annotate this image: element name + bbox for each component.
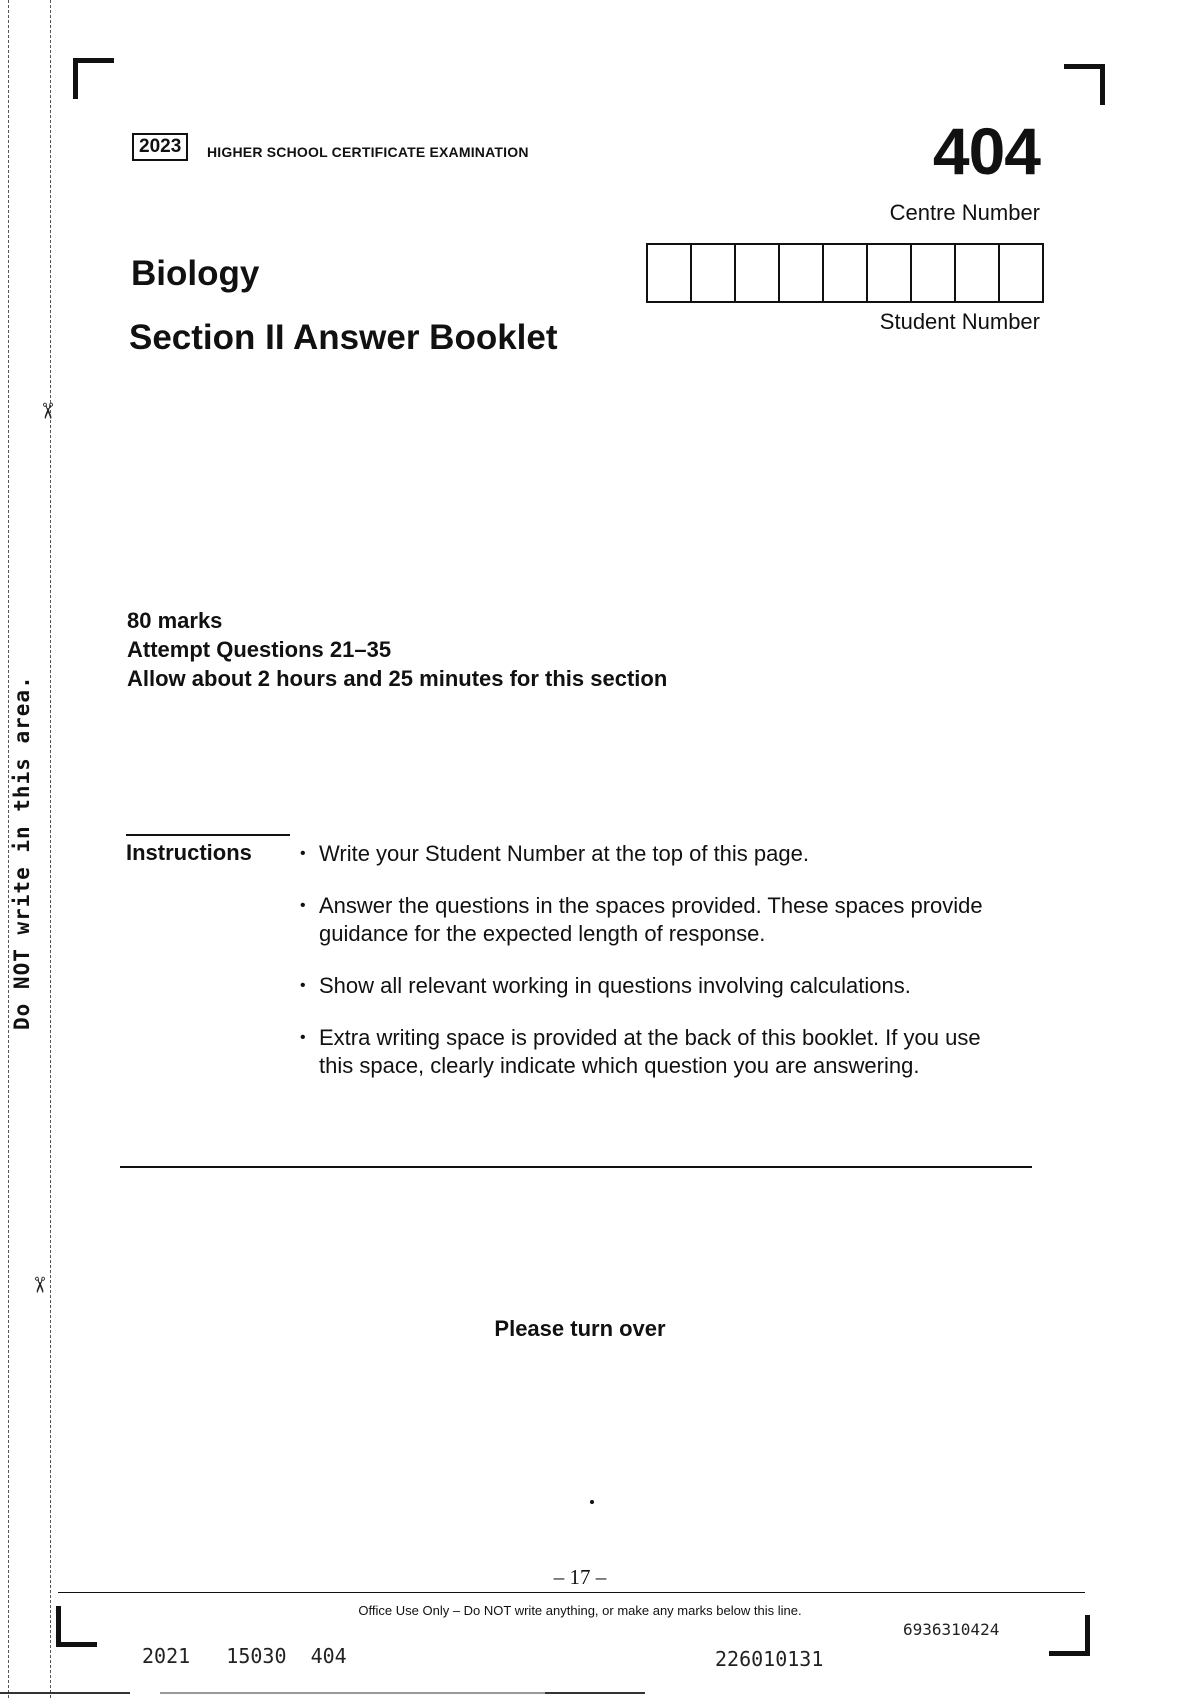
instruction-item: • Answer the questions in the spaces provided. These spaces provide guidance for the expected length of response. <box>300 892 1000 948</box>
student-number-digit[interactable] <box>1000 245 1042 301</box>
student-number-boxes[interactable] <box>646 243 1044 303</box>
office-use-note: Office Use Only – Do NOT write anything, or make any marks below this line. <box>358 1603 802 1618</box>
instruction-item: • Write your Student Number at the top of this page. <box>300 840 1000 868</box>
total-marks: 80 marks <box>127 608 223 633</box>
print-code-left: 2021 15030 404 <box>142 1644 347 1668</box>
print-code-right: 6936310424 <box>903 1620 1000 1639</box>
student-number-digit[interactable] <box>824 245 868 301</box>
student-number-digit[interactable] <box>956 245 1000 301</box>
margin-warning: Do NOT write in this area. <box>10 675 34 1030</box>
instructions-list <box>300 840 1000 1104</box>
section-divider <box>120 1166 1032 1168</box>
margin-cut-line <box>50 0 51 1698</box>
centre-number: 404 <box>932 114 1040 188</box>
scissors-icon: ✂ <box>35 401 61 421</box>
instructions-rule <box>126 834 290 836</box>
instruction-item: • Show all relevant working in questions involving calculations. <box>300 972 1000 1000</box>
student-number-label: Student Number <box>879 309 1040 334</box>
student-number-digit[interactable] <box>692 245 736 301</box>
instructions-label: Instructions <box>126 840 252 865</box>
exam-title: HIGHER SCHOOL CERTIFICATE EXAMINATION <box>207 144 529 160</box>
exam-year: 2023 <box>132 133 188 161</box>
student-number-digit[interactable] <box>736 245 780 301</box>
scissors-icon: ✂ <box>27 1275 53 1295</box>
instruction-item: • Extra writing space is provided at the back of this booklet. If you use this space, clearly indicate which question you are answering. <box>300 1024 1000 1080</box>
stray-mark <box>590 1500 594 1504</box>
subject-title: Biology <box>131 254 260 293</box>
margin-fold-line <box>8 0 9 1698</box>
student-number-digit[interactable] <box>780 245 824 301</box>
centre-number-label: Centre Number <box>889 200 1040 225</box>
student-number-digit[interactable] <box>912 245 956 301</box>
registration-corner-top-left <box>73 58 114 99</box>
student-number-digit[interactable] <box>648 245 692 301</box>
bottom-edge-marks <box>0 1692 1200 1698</box>
attempt-questions: Attempt Questions 21–35 <box>127 637 392 662</box>
office-use-line <box>58 1592 1085 1593</box>
time-allowance: Allow about 2 hours and 25 minutes for this section <box>127 666 668 691</box>
turn-over-note: Please turn over <box>494 1316 666 1341</box>
registration-corner-bottom-right <box>1049 1615 1090 1656</box>
print-code-middle: 226010131 <box>715 1647 824 1671</box>
booklet-title: Section II Answer Booklet <box>129 318 558 357</box>
page-number: – 17 – <box>553 1565 607 1589</box>
student-number-digit[interactable] <box>868 245 912 301</box>
registration-corner-top-right <box>1064 64 1105 105</box>
